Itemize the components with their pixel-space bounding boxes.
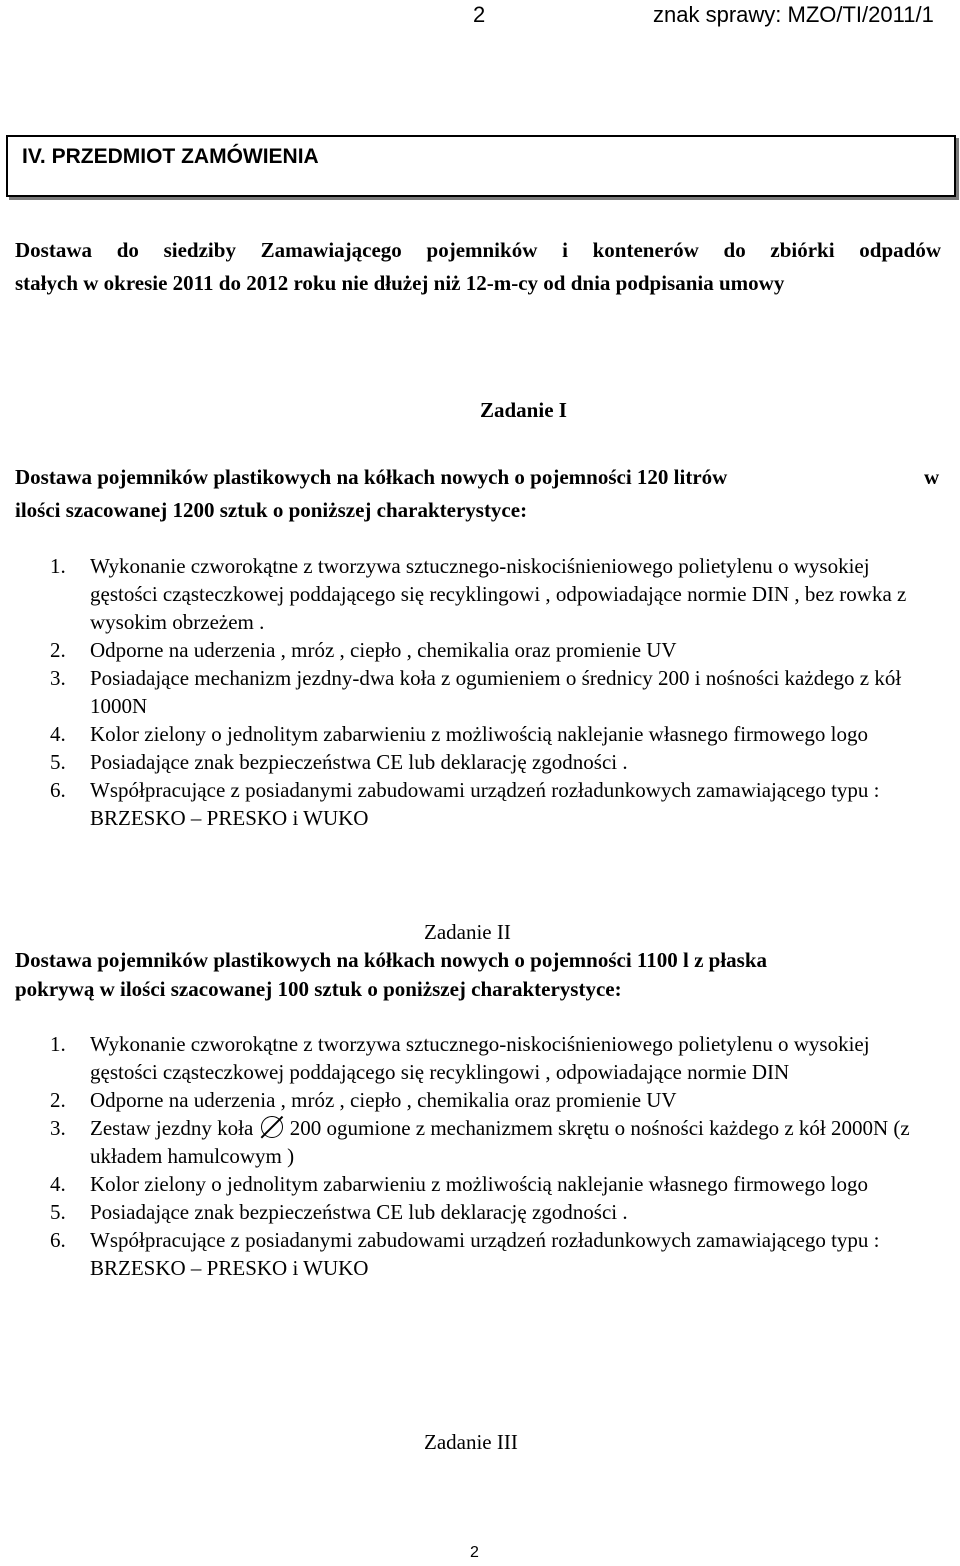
task2-item <box>40 1114 920 1170</box>
task2-desc-line-1: Dostawa pojemników plastikowych na kółkach nowych o pojemności 1100 l z płaska <box>15 948 768 972</box>
task2-item <box>40 1170 920 1198</box>
task2-item-number: 1. <box>50 1032 66 1056</box>
task2-heading: Zadanie II <box>424 920 511 944</box>
task2-item <box>40 1226 920 1282</box>
task1-item-text: Odporne na uderzenia , mróz , ciepło , chemikalia oraz promienie UV <box>90 638 677 662</box>
task1-item-number: 3. <box>50 666 66 690</box>
task1-item-number: 2. <box>50 638 66 662</box>
task2-item <box>40 1030 920 1086</box>
task1-desc-line-1: Dostawa pojemników plastikowych na kółkach nowych o pojemności 120 litrów <box>15 465 728 489</box>
task1-item-number: 6. <box>50 778 66 802</box>
task2-item-text-before: Zestaw jezdny koła <box>90 1116 259 1140</box>
task1-item-text: Posiadające mechanizm jezdny-dwa koła z ogumieniem o średnicy 200 i nośności każdego z kół 1000N <box>90 666 902 718</box>
task1-item-number: 4. <box>50 722 66 746</box>
section-title: IV. PRZEDMIOT ZAMÓWIENIA <box>22 145 319 168</box>
task2-item-text: Odporne na uderzenia , mróz , ciepło , chemikalia oraz promienie UV <box>90 1088 677 1112</box>
task1-desc-line-1-end: w <box>924 465 940 489</box>
task2-item-text: Współpracujące z posiadanymi zabudowami urządzeń rozładunkowych zamawiającego typu : BRZESKO – PRESKO i WUKO <box>90 1228 880 1280</box>
task1-list <box>40 552 920 832</box>
task2-item-number: 2. <box>50 1088 66 1112</box>
task2-item-text: Kolor zielony o jednolitym zabarwieniu z możliwością naklejanie własnego firmowego logo <box>90 1172 868 1196</box>
task2-list <box>40 1030 920 1282</box>
task2-item-text: Posiadające znak bezpieczeństwa CE lub deklarację zgodności . <box>90 1200 628 1224</box>
diameter-icon <box>261 1116 283 1138</box>
footer-page-number: 2 <box>470 1544 479 1561</box>
header-page-number: 2 <box>473 2 486 27</box>
task3-heading: Zadanie III <box>424 1430 518 1454</box>
task1-item <box>40 664 920 720</box>
task1-item <box>40 720 920 748</box>
task2-item-text: Wykonanie czworokątne z tworzywa sztucznego-niskociśnieniowego polietylenu o wysokiej gęstości cząsteczkowej poddającego się recyklingowi , odpowiadające normie DIN <box>90 1032 870 1084</box>
task1-desc-line-2: ilości szacowanej 1200 sztuk o poniższej charakterystyce: <box>15 498 528 522</box>
intro-line-2: stałych w okresie 2011 do 2012 roku nie dłużej niż 12-m-cy od dnia podpisania umowy <box>15 271 785 295</box>
section-title-box <box>6 135 956 197</box>
task1-item-text: Współpracujące z posiadanymi zabudowami urządzeń rozładunkowych zamawiającego typu : BRZESKO – PRESKO i WUKO <box>90 778 880 830</box>
case-reference: znak sprawy: MZO/TI/2011/1 <box>653 2 934 27</box>
task2-item-text-after: 200 ogumione z mechanizmem skrętu o nośności każdego z kół 2000N (z układem hamulcowym ) <box>90 1116 910 1168</box>
intro-line-1: Dostawa do siedziby Zamawiającego pojemników i kontenerów do zbiórki odpadów <box>15 238 941 262</box>
task1-item <box>40 636 920 664</box>
task2-item-number: 5. <box>50 1200 66 1224</box>
task1-item-text: Posiadające znak bezpieczeństwa CE lub deklarację zgodności . <box>90 750 628 774</box>
task1-item-text: Wykonanie czworokątne z tworzywa sztucznego-niskociśnieniowego polietylenu o wysokiej gęstości cząsteczkowej poddającego się recyklingowi , odpowiadające normie DIN , bez rowka z wysokim obrzeżem . <box>90 554 907 634</box>
task2-item-number: 3. <box>50 1116 66 1140</box>
task1-item-number: 5. <box>50 750 66 774</box>
task2-item-number: 6. <box>50 1228 66 1252</box>
task1-item <box>40 748 920 776</box>
task1-item-text: Kolor zielony o jednolitym zabarwieniu z możliwością naklejanie własnego firmowego logo <box>90 722 868 746</box>
task1-item-number: 1. <box>50 554 66 578</box>
intro-paragraph <box>15 236 941 298</box>
task1-item <box>40 776 920 832</box>
task1-item <box>40 552 920 636</box>
task2-item <box>40 1086 920 1114</box>
task2-item <box>40 1198 920 1226</box>
task2-desc-line-2: pokrywą w ilości szacowanej 100 sztuk o poniższej charakterystyce: <box>15 977 622 1001</box>
task2-item-number: 4. <box>50 1172 66 1196</box>
task1-heading: Zadanie I <box>480 398 567 422</box>
